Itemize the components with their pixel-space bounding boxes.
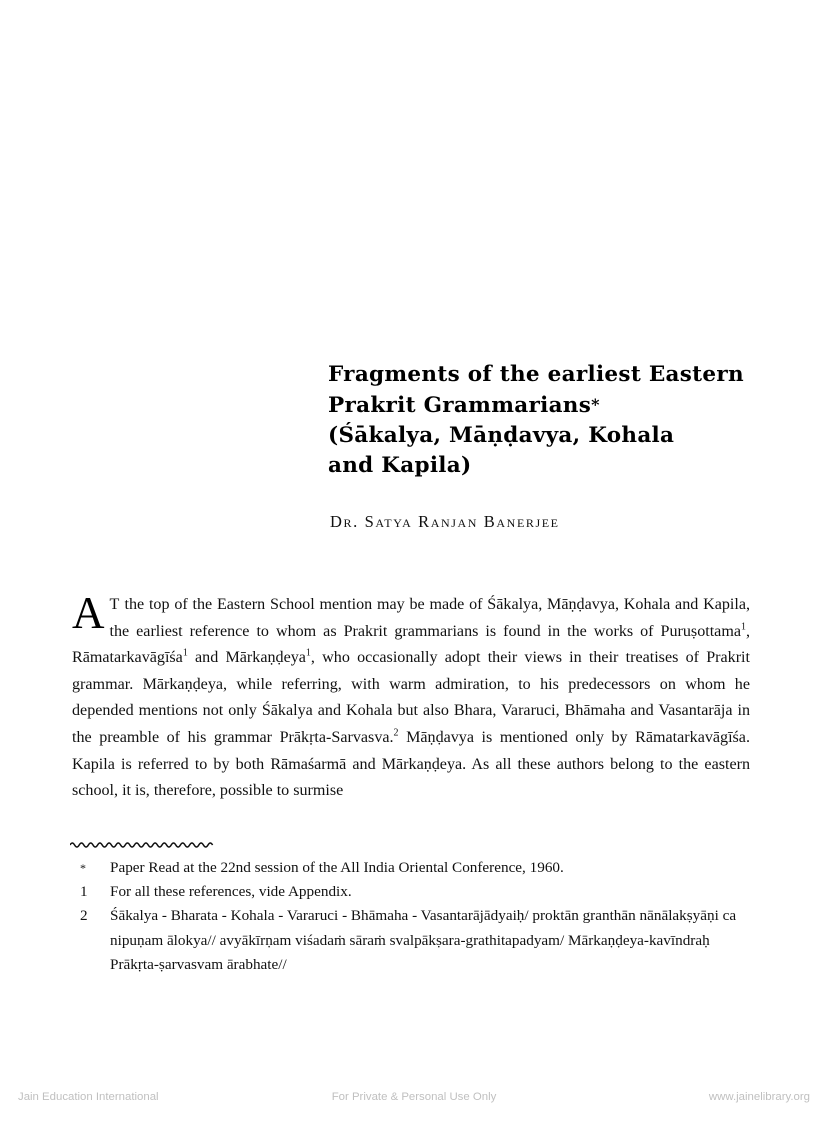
- drop-cap: A: [72, 588, 105, 638]
- footer-organization: Jain Education International: [18, 1091, 159, 1103]
- article-title-block: [328, 360, 748, 481]
- footnote-ref-4: 2: [393, 727, 399, 739]
- footnote-text: Paper Read at the 22nd session of the All India Oriental Conference, 1960.: [110, 859, 564, 876]
- title-line-3: (Śākalya, Māṇḍavya, Kohala: [328, 423, 675, 448]
- footnote-text: For all these references, vide Appendix.: [110, 883, 352, 901]
- body-text: [72, 588, 750, 805]
- lead-smallcaps: T: [109, 596, 120, 613]
- footer-website: www.jainelibrary.org: [708, 1091, 810, 1103]
- body-segment-5: Māṇḍavya is mentioned only by Rāmatarkavāgīśa. Kapila is referred to by both Rāmaśarmā and Mārkaṇḍeya. As all these authors belong to the eastern school, it is, therefore, possible to surmise: [72, 728, 750, 800]
- footnote-marker: *: [80, 861, 86, 875]
- title-line-1: Fragments of the earliest Eastern: [328, 362, 744, 387]
- footnote-text: Śākalya - Bharata - Kohala - Vararuci - Bhāmaha - Vasantarājādyaiḥ/ proktān granthān nānālakṣyāṇi ca nipuṇam ālokya// avyākīrṇam viśadaṁ sāraṁ svalpākṣara-grathitapadyam/ Mārkaṇḍeya-kavīndraḥ Prākṛta-ṣarvasvam ārabhate//: [110, 907, 737, 973]
- footnote-ref-2: 1: [182, 647, 188, 659]
- body-segment-1: the top of the Eastern School mention may be made of Śākalya, Māṇḍavya, Kohala and Kapila, the earliest reference to whom as Prakrit grammarians is found in the works of Puruṣottama: [109, 596, 750, 640]
- title-line-4: and Kapila): [328, 453, 472, 478]
- footnote-ref-1: 1: [740, 621, 746, 633]
- title-line-2-text: Prakrit Grammarians: [328, 393, 592, 418]
- footnote-marker: 1: [80, 883, 88, 901]
- footnote-ref-3: 1: [305, 647, 311, 659]
- footnote-separator-rule: [70, 840, 216, 849]
- footer-usage-notice: For Private & Personal Use Only: [331, 1091, 497, 1103]
- author-byline: Dr. Satya Ranjan Banerjee: [330, 512, 560, 531]
- title-footnote-marker: *: [591, 395, 600, 414]
- page-footer: [0, 1091, 828, 1109]
- body-paragraph: [72, 588, 750, 805]
- title-line-2: [328, 390, 748, 421]
- footnote-marker: 2: [80, 907, 88, 925]
- body-segment-2: , Rāmatarkavāgīśa: [72, 622, 750, 667]
- body-segment-3: and Mārkaṇḍeya: [187, 649, 306, 667]
- footnotes-list: [72, 856, 752, 977]
- footnote-item: [72, 904, 752, 977]
- body-segment-4: , who occasionally adopt their views in their treatises of Prakrit grammar. Mārkaṇḍeya, while referring, with warm admiration, to his predecessors on whom he depended mentions not only Śākalya and Kohala but also Bhara, Vararuci, Bhāmaha and Vasantarāja in the preamble of his grammar Prākṛta-Sarvasva.: [72, 649, 750, 746]
- footnote-item: [72, 880, 752, 904]
- footnote-item: [72, 856, 752, 880]
